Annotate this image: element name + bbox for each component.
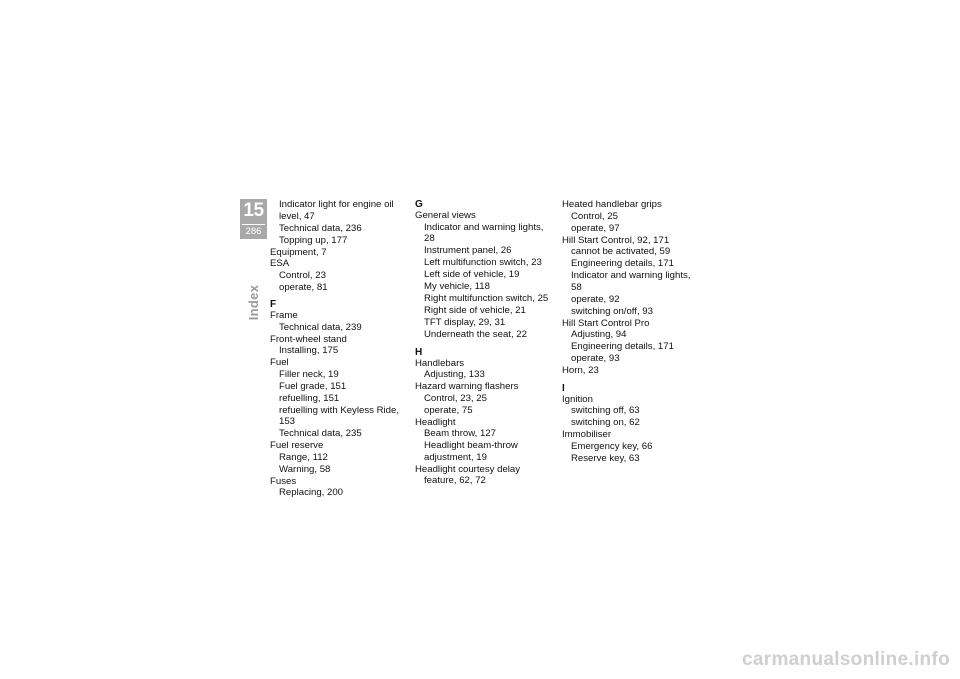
index-entry-head: Hazard warning flashers bbox=[415, 381, 519, 392]
index-subentry: Indicator light for engine oil level, 47 bbox=[279, 199, 394, 222]
index-subentry: operate, 81 bbox=[279, 281, 328, 293]
index-subentry: Reserve key, 63 bbox=[571, 452, 640, 464]
index-subentry: Beam throw, 127 bbox=[424, 428, 496, 439]
index-entry bbox=[562, 429, 702, 464]
index-entry bbox=[415, 381, 555, 416]
index-entry bbox=[270, 440, 405, 475]
index-entry bbox=[562, 199, 702, 234]
index-subentry: Engineering details, 171 bbox=[571, 258, 674, 269]
index-entry-head: Headlight courtesy delay bbox=[415, 463, 521, 475]
index-entry bbox=[270, 476, 405, 499]
index-subentry: switching off, 63 bbox=[571, 405, 640, 416]
index-subentry: refuelling, 151 bbox=[279, 392, 340, 404]
index-letter-heading: I bbox=[562, 382, 565, 394]
index-entry-head: Heated handlebar grips bbox=[562, 199, 662, 210]
index-subentry: Engineering details, 171 bbox=[571, 341, 674, 352]
index-subentry: operate, 93 bbox=[571, 353, 620, 364]
index-subentry: Emergency key, 66 bbox=[571, 440, 653, 452]
index-entry-head: Ignition bbox=[562, 393, 593, 405]
index-subentry: operate, 97 bbox=[571, 222, 620, 234]
index-subentry: operate, 92 bbox=[571, 293, 620, 305]
index-entry-head: Immobiliser bbox=[562, 429, 612, 440]
index-entry-head: Horn, 23 bbox=[562, 365, 599, 376]
index-entry-head: Hill Start Control Pro bbox=[562, 317, 650, 329]
index-entry bbox=[562, 365, 702, 377]
index-letter-heading: F bbox=[270, 299, 277, 310]
index-subentry: Control, 23, 25 bbox=[424, 392, 487, 404]
index-subentry: Technical data, 236 bbox=[279, 222, 362, 234]
index-entry bbox=[270, 334, 405, 357]
index-subentry: Filler neck, 19 bbox=[279, 368, 339, 380]
index-subentry: Indicator and warning lights, 58 bbox=[571, 270, 691, 293]
index-subentry: Underneath the seat, 22 bbox=[424, 329, 527, 340]
section-label bbox=[240, 282, 267, 322]
index-letter-heading: H bbox=[415, 346, 423, 358]
index-subentry: Adjusting, 94 bbox=[571, 329, 627, 340]
index-entry-head: Fuel bbox=[270, 357, 289, 368]
index-entry-head: Front-wheel stand bbox=[270, 333, 347, 345]
index-subentry: Technical data, 239 bbox=[279, 321, 362, 333]
index-column-1 bbox=[270, 199, 405, 499]
index-entry bbox=[270, 258, 405, 293]
index-subentry: cannot be activated, 59 bbox=[571, 246, 671, 257]
index-subentry: Range, 112 bbox=[279, 451, 328, 463]
index-subentry: Technical data, 235 bbox=[279, 428, 362, 439]
index-column-3 bbox=[562, 199, 702, 465]
chapter-number: 15 bbox=[243, 200, 264, 221]
index-subentry: switching on/off, 93 bbox=[571, 305, 653, 317]
index-entry bbox=[270, 357, 405, 440]
chapter-divider bbox=[242, 224, 265, 225]
index-entry-head: Hill Start Control, 92, 171 bbox=[562, 234, 670, 246]
watermark: carmanualsonline.info bbox=[742, 649, 950, 670]
index-subentry: Left multifunction switch, 23 bbox=[424, 257, 542, 268]
index-subentry: Headlight beam-throw adjustment, 19 bbox=[424, 440, 518, 463]
index-entry bbox=[562, 394, 702, 429]
index-subentry: TFT display, 29, 31 bbox=[424, 317, 506, 328]
index-subentry: Control, 25 bbox=[571, 210, 618, 222]
index-entry-head: Equipment, 7 bbox=[270, 246, 327, 258]
chapter-tab bbox=[240, 199, 267, 239]
index-subentry: Fuel grade, 151 bbox=[279, 380, 347, 392]
index-subentry: feature, 62, 72 bbox=[424, 475, 486, 486]
index-column-2 bbox=[415, 199, 555, 487]
index-subentry: Replacing, 200 bbox=[279, 487, 344, 498]
index-entry bbox=[562, 235, 702, 318]
index-entry bbox=[562, 318, 702, 365]
index-entry bbox=[270, 247, 405, 259]
index-letter-heading: G bbox=[415, 199, 423, 210]
index-entry-head: Frame bbox=[270, 310, 298, 321]
index-subentry: Right side of vehicle, 21 bbox=[424, 305, 526, 316]
index-entry-head: Fuel reserve bbox=[270, 440, 324, 451]
index-subentry: Control, 23 bbox=[279, 269, 326, 281]
index-subentry: Topping up, 177 bbox=[279, 234, 348, 246]
index-entry bbox=[415, 210, 555, 341]
index-entry bbox=[270, 310, 405, 333]
index-subentry: Installing, 175 bbox=[279, 345, 339, 356]
index-entry bbox=[415, 464, 555, 487]
index-entry-head: Headlight bbox=[415, 416, 456, 428]
index-subentry: Adjusting, 133 bbox=[424, 369, 485, 380]
index-subentry: Left side of vehicle, 19 bbox=[424, 269, 520, 280]
index-entry bbox=[270, 199, 405, 246]
index-subentry: operate, 75 bbox=[424, 404, 473, 416]
index-entry bbox=[415, 358, 555, 381]
index-subentry: Indicator and warning lights, 28 bbox=[424, 221, 544, 244]
index-entry-head: Fuses bbox=[270, 475, 297, 487]
index-entry-head: General views bbox=[415, 210, 476, 221]
index-entry-head: ESA bbox=[270, 258, 290, 269]
page-number: 286 bbox=[245, 226, 262, 237]
index-entry-head: Handlebars bbox=[415, 357, 465, 369]
index-subentry: refuelling with Keyless Ride, 153 bbox=[279, 404, 399, 427]
index-entry bbox=[415, 417, 555, 464]
index-subentry: My vehicle, 118 bbox=[424, 281, 490, 292]
section-label-text: Index bbox=[246, 284, 261, 320]
index-subentry: Right multifunction switch, 25 bbox=[424, 293, 549, 304]
index-subentry: Warning, 58 bbox=[279, 463, 331, 475]
index-subentry: Instrument panel, 26 bbox=[424, 245, 512, 256]
index-subentry: switching on, 62 bbox=[571, 417, 640, 428]
